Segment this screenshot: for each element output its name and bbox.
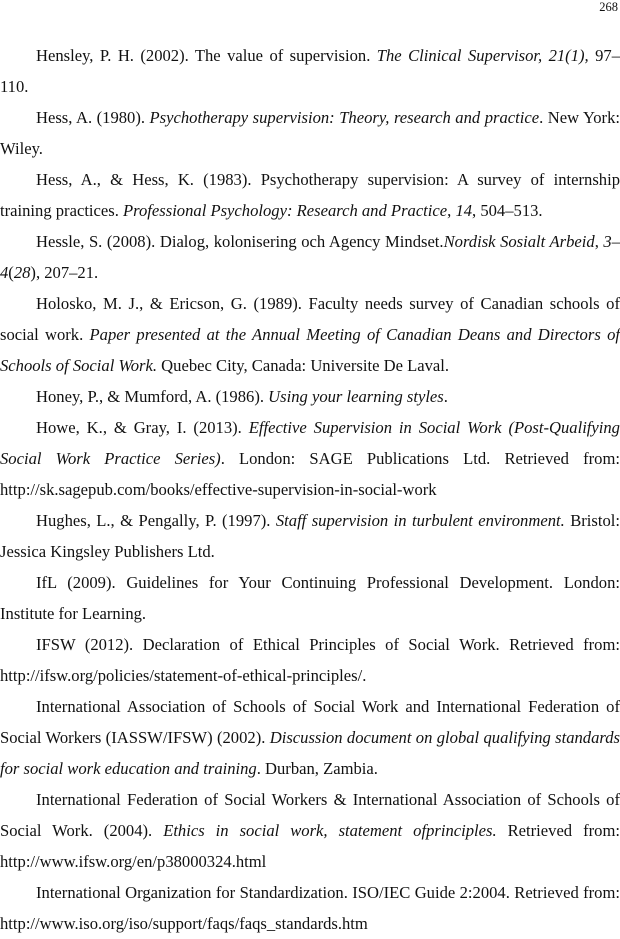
reference-italic-text: Effective Supervision in Social Work (Post-Qualifying Social Work Practice Series)	[0, 418, 620, 468]
reference-entry	[0, 567, 620, 629]
reference-text: ,	[594, 232, 604, 251]
reference-italic-text: Staff supervision in turbulent environment.	[275, 511, 565, 530]
reference-entry	[0, 784, 620, 877]
reference-entry	[0, 381, 620, 412]
reference-text: Howe, K., & Gray, I. (2013).	[36, 418, 249, 437]
reference-italic-text: Professional Psychology: Research and Practice	[123, 201, 448, 220]
reference-italic-text: Discussion document on global qualifying standards for social work education and training	[0, 728, 620, 778]
reference-entry	[0, 40, 620, 102]
reference-text: , 504–513.	[472, 201, 543, 220]
reference-text: . London: SAGE Publications Ltd. Retrieved from: http://sk.sagepub.com/books/effective-supervision-in-social-work	[0, 449, 620, 499]
reference-text: 97–110.	[0, 46, 620, 96]
reference-text: Honey, P., & Mumford, A. (1986).	[36, 387, 269, 406]
reference-text: Holosko, M. J., & Ericson, G. (1989). Faculty needs survey of Canadian schools of social work.	[0, 294, 620, 344]
reference-entry	[0, 691, 620, 784]
reference-text: International Federation of Social Workers & International Association of Schools of Social Work. (2004).	[0, 790, 620, 840]
page-number: 268	[599, 0, 618, 14]
reference-italic-text: Using your learning styles	[268, 387, 444, 406]
reference-text: Hess, A. (1980).	[36, 108, 150, 127]
reference-entry	[0, 629, 620, 691]
reference-italic-text: 28	[13, 263, 31, 282]
reference-text: ), 207–21.	[30, 263, 99, 282]
reference-text: Hensley, P. H. (2002). The value of supervision.	[36, 46, 377, 65]
reference-text: Hessle, S. (2008). Dialog, kolonisering och Agency Mindset.	[36, 232, 444, 251]
reference-text: International Organization for Standardization. ISO/IEC Guide 2:2004. Retrieved from: http://www.iso.org/iso/support/faqs/faqs_standards.htm	[0, 883, 620, 933]
reference-entry	[0, 412, 620, 505]
reference-entry	[0, 164, 620, 226]
reference-text: Bristol: Jessica Kingsley Publishers Ltd.	[0, 511, 620, 561]
reference-text: IFSW (2012). Declaration of Ethical Principles of Social Work. Retrieved from: http://ifsw.org/policies/statement-of-ethical-principles/.	[0, 635, 620, 685]
reference-list	[0, 40, 620, 939]
reference-text: .	[443, 387, 448, 406]
reference-text: Hess, A., & Hess, K. (1983). Psychotherapy supervision: A survey of internship training practices.	[0, 170, 620, 220]
reference-italic-text: 3–4	[0, 232, 620, 282]
reference-text: ,	[447, 201, 456, 220]
reference-text: Quebec City, Canada: Universite De Laval.	[157, 356, 450, 375]
reference-text: . New York: Wiley.	[0, 108, 620, 158]
reference-text: IfL (2009). Guidelines for Your Continuing Professional Development. London: Institute for Learning.	[0, 573, 620, 623]
reference-entry	[0, 877, 620, 939]
reference-italic-text: The Clinical Supervisor, 21(1),	[376, 46, 589, 65]
reference-text: . Durban, Zambia.	[256, 759, 378, 778]
reference-italic-text: Paper presented at the Annual Meeting of Canadian Deans and Directors of Schools of Social Work.	[0, 325, 620, 375]
reference-text: Hughes, L., & Pengally, P. (1997).	[36, 511, 276, 530]
reference-entry	[0, 288, 620, 381]
reference-italic-text: 14	[455, 201, 473, 220]
reference-text: (	[8, 263, 14, 282]
reference-entry	[0, 226, 620, 288]
reference-italic-text: Ethics in social work, statement ofprinciples.	[163, 821, 497, 840]
reference-italic-text: Psychotherapy supervision: Theory, research and practice	[149, 108, 540, 127]
reference-italic-text: Nordisk Sosialt Arbeid	[443, 232, 595, 251]
reference-entry	[0, 505, 620, 567]
reference-entry	[0, 102, 620, 164]
reference-text: Retrieved from: http://www.ifsw.org/en/p38000324.html	[0, 821, 620, 871]
reference-text: International Association of Schools of Social Work and International Federation of Social Workers (IASSW/IFSW) (2002).	[0, 697, 620, 747]
